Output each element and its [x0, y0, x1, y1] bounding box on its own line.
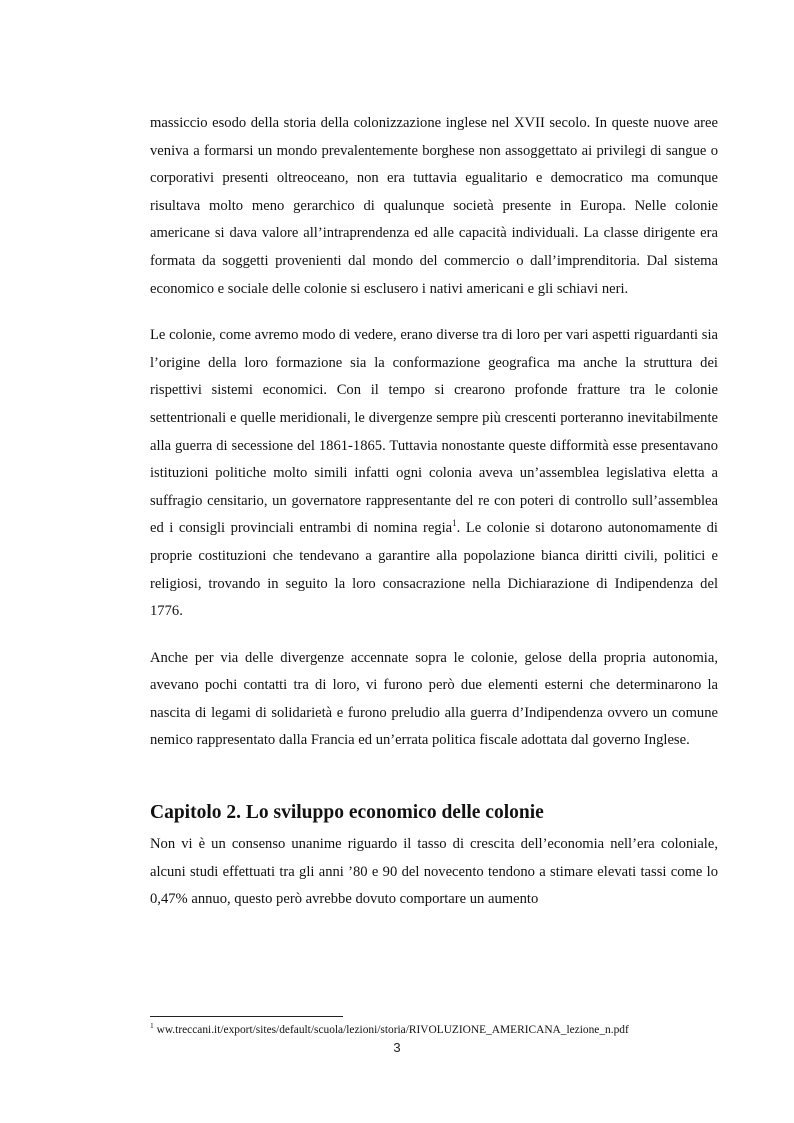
- document-page: [150, 110, 718, 914]
- paragraph-gap: [150, 626, 718, 645]
- footnote-reference[interactable]: 1: [452, 518, 457, 529]
- paragraph-2-text: Le colonie, come avremo modo di vedere, erano diverse tra di loro per vari aspetti riguardanti sia l’origine della loro formazione sia la conformazione geografica ma anche la struttura dei rispettivi sistemi economici. Con il tempo si crearono profonde fratture tra le colonie settentrionali e quelle meridionali, le divergenze sempre più crescenti porteranno inevitabilmente alla guerra di secessione del 1861-1865. Tuttavia nonostante queste difformità esse presentavano istituzioni politiche molto simili infatti ogni colonia aveva un’assemblea legislativa eletta a suffragio censitario, un governatore rappresentante del re con poteri di controllo sull’assemblea ed i consigli provinciali entrambi di nomina regia: [150, 327, 718, 537]
- section-gap: [150, 755, 718, 799]
- page-number: 3: [393, 1040, 401, 1055]
- paragraph-2-text-cont: . Le colonie si dotarono autonomamente di proprie costituzioni che tendevano a garantire alla popolazione bianca diritti civili, politici e religiosi, trovando in seguito la loro consacrazione nella Dichiarazione di Indipendenza del 1776.: [150, 520, 718, 620]
- paragraph-1: massiccio esodo della storia della colonizzazione inglese nel XVII secolo. In queste nuove aree veniva a formarsi un mondo prevalentemente borghese non assoggettato ai privilegi di sangue o corporativi presenti oltreoceano, non era tuttavia egualitario e democratico ma comunque risultava molto meno gerarchico di qualunque società presente in Europa. Nelle colonie americane si dava valore all’intraprendenza ed alle capacità individuali. La classe dirigente era formata da soggetti provenienti dal mondo del commercio o dall’imprenditoria. Dal sistema economico e sociale delle colonie si esclusero i nativi americani e gli schiavi neri.: [150, 115, 718, 297]
- footnote: [150, 1021, 750, 1036]
- paragraph-2: [150, 322, 718, 626]
- footnote-mark: 1: [150, 1021, 154, 1031]
- chapter-heading: Capitolo 2. Lo sviluppo economico delle colonie: [150, 802, 544, 824]
- paragraph-4: Non vi è un consenso unanime riguardo il tasso di crescita dell’economia nell’era coloniale, alcuni studi effettuati tra gli anni ’80 e 90 del novecento tendono a stimare elevati tassi come lo 0,47% annuo, questo però avrebbe dovuto comportare un aumento: [150, 836, 718, 908]
- footnote-text: ww.treccani.it/export/sites/default/scuola/lezioni/storia/RIVOLUZIONE_AMERICANA_lezione_n.pdf: [153, 1024, 629, 1036]
- paragraph-3: Anche per via delle divergenze accennate sopra le colonie, gelose della propria autonomia, avevano pochi contatti tra di loro, vi furono però due elementi esterni che determinarono la nascita di legami di solidarietà e furono preludio alla guerra d’Indipendenza ovvero un comune nemico rappresentato dalla Francia ed un’errata politica fiscale adottata dal governo Inglese.: [150, 649, 718, 749]
- paragraph-gap: [150, 303, 718, 322]
- footnote-separator: [150, 1016, 343, 1017]
